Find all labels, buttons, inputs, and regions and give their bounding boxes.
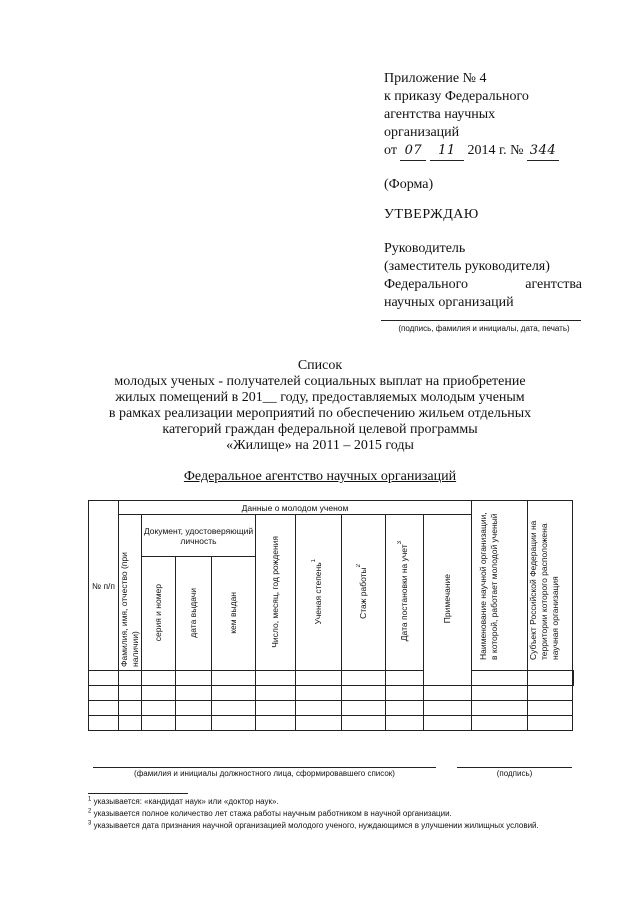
- order-number: 344: [527, 142, 559, 161]
- col-degree-header: Ученая степень$^1$: [296, 515, 342, 671]
- col-issue-date-header: дата выдачи: [176, 557, 212, 671]
- title-line-5: категорий граждан федеральной целевой программы: [162, 422, 478, 437]
- col-region-header: Субъект Российской Федерации на территории которого расположена научная организация: [528, 501, 573, 671]
- date-year: 2014 г. №: [467, 143, 524, 158]
- table-row: [89, 716, 574, 731]
- date-month: 11: [430, 142, 464, 161]
- approver-title: Руководитель: [384, 241, 466, 256]
- official-signature-line: [93, 767, 436, 768]
- col-series-header: серия и номер: [142, 557, 176, 671]
- title-line-2: молодых ученых - получателей социальных выплат на приобретение: [114, 374, 526, 389]
- footnotes: [88, 796, 588, 832]
- title-line-4: в рамках реализации мероприятий по обеспечению жильем отдельных: [108, 406, 532, 421]
- table-row: [89, 671, 574, 686]
- title-line-6: «Жилище» на 2011 – 2015 годы: [226, 438, 414, 453]
- footnote-separator: [88, 793, 188, 794]
- approver-signature-caption: (подпись, фамилия и инициалы, дата, печать): [398, 324, 570, 333]
- approver-deputy: (заместитель руководителя): [384, 259, 550, 274]
- signature-line: [457, 767, 572, 768]
- footnote-1: $^1$ указывается: «кандидат наук» или «доктор наук».: [88, 796, 279, 806]
- young-scientist-group-header: Данные о молодом ученом: [119, 501, 472, 515]
- col-birth-date-header: Число, месяц, год рождения: [256, 515, 296, 671]
- title-line-1: Список: [297, 358, 343, 373]
- table-row: [89, 701, 574, 716]
- approver-signature-line: [381, 320, 581, 321]
- approver-federal: Федерального: [384, 277, 469, 292]
- col-fio-header: Фамилия, имя, отчество (при наличии): [119, 515, 142, 671]
- col-number-header: № п/п: [89, 501, 119, 671]
- agency-name-text: Федеральное агентство научных организаций: [183, 469, 457, 484]
- appendix-header: [384, 70, 594, 161]
- approver-orgs: научных организаций: [384, 295, 514, 310]
- approve-heading: УТВЕРЖДАЮ: [384, 207, 479, 222]
- footnote-3: $^3$ указывается дата признания научной организацией молодого ученого, нуждающимся в улучшении жилищных условий.: [88, 820, 539, 830]
- table-row: [89, 686, 574, 701]
- col-experience-header: Стаж работы$^2$: [342, 515, 386, 671]
- appendix-date-line: [384, 142, 594, 161]
- col-issued-by-header: кем выдан: [212, 557, 256, 671]
- appendix-number: Приложение № 4: [384, 71, 487, 86]
- scientists-table: [88, 500, 574, 731]
- date-prefix: от: [384, 143, 397, 158]
- approver-agency: агентства: [525, 277, 582, 292]
- agency-name: [80, 469, 560, 485]
- date-day: 07: [400, 142, 426, 161]
- approver-agency-line: [384, 276, 582, 294]
- footnote-2: $^2$ указывается полное количество лет стажа работы научным работником в научной организации.: [88, 808, 452, 818]
- document-title: [80, 358, 560, 454]
- official-name-caption: (фамилия и инициалы должностного лица, сформировавшего список): [134, 769, 395, 778]
- title-line-3: жилых помещений в 201__ году, предоставляемых молодым ученым: [115, 390, 525, 405]
- col-note-header: Примечание: [424, 515, 472, 686]
- appendix-org-line: организаций: [384, 125, 460, 140]
- signature-caption: (подпись): [496, 769, 533, 778]
- col-registration-date-header: Дата постановки на учет$^3$: [386, 515, 424, 671]
- appendix-agency-line: агентства научных: [384, 107, 496, 122]
- appendix-order-ref: к приказу Федерального: [384, 89, 529, 104]
- document-group-header: Документ, удостоверяющий личность: [142, 515, 256, 557]
- approver-block: [384, 240, 582, 312]
- form-label: (Форма): [384, 177, 434, 192]
- col-organization-header: Наименование научной организации, в которой, работает молодой ученый: [472, 501, 528, 671]
